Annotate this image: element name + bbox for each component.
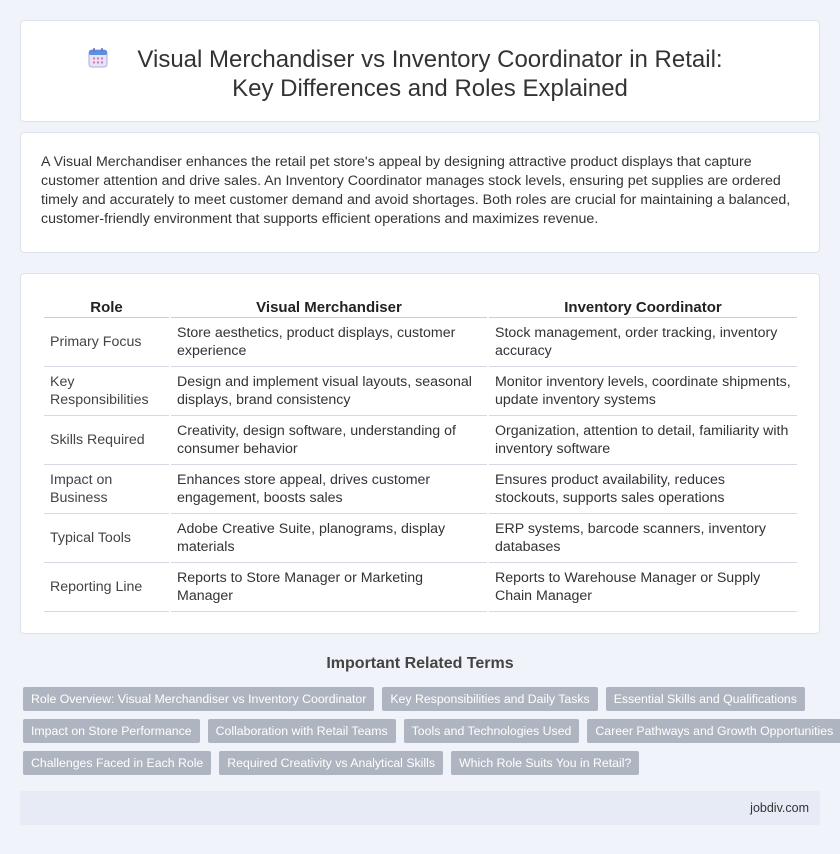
table-row <box>44 465 797 514</box>
row-label: Skills Required <box>44 416 169 465</box>
related-tag[interactable]: Challenges Faced in Each Role <box>23 751 211 775</box>
header-inventory-coordinator: Inventory Coordinator <box>489 295 797 318</box>
tag-row <box>23 687 823 711</box>
cell-inventory-coordinator: Stock management, order tracking, inventory accuracy <box>489 318 797 367</box>
footer <box>20 791 820 825</box>
row-label: Typical Tools <box>44 514 169 563</box>
related-terms-title: Important Related Terms <box>326 655 514 672</box>
comparison-card <box>20 273 820 634</box>
cell-inventory-coordinator: Organization, attention to detail, familiarity with inventory software <box>489 416 797 465</box>
cell-visual-merchandiser: Reports to Store Manager or Marketing Manager <box>171 563 487 612</box>
related-tag[interactable]: Key Responsibilities and Daily Tasks <box>382 687 597 711</box>
cell-inventory-coordinator: Monitor inventory levels, coordinate shipments, update inventory systems <box>489 367 797 416</box>
footer-site-link[interactable]: jobdiv.com <box>750 801 809 815</box>
cell-visual-merchandiser: Design and implement visual layouts, seasonal displays, brand consistency <box>171 367 487 416</box>
related-tag[interactable]: Impact on Store Performance <box>23 719 200 743</box>
title-card <box>20 20 820 122</box>
related-tag[interactable]: Tools and Technologies Used <box>404 719 580 743</box>
row-label: Key Responsibilities <box>44 367 169 416</box>
comparison-table <box>42 295 799 612</box>
table-row <box>44 514 797 563</box>
table-row <box>44 563 797 612</box>
cell-visual-merchandiser: Adobe Creative Suite, planograms, display materials <box>171 514 487 563</box>
tag-row <box>23 751 823 775</box>
header-visual-merchandiser: Visual Merchandiser <box>171 295 487 318</box>
intro-paragraph: A Visual Merchandiser enhances the retail pet store's appeal by designing attractive product displays that capture customer attention and drive sales. An Inventory Coordinator manages stock levels, ensuring pet supplies are ordered timely and accurately to meet customer demand and avoid shortages. Both roles are crucial for maintaining a balanced, customer-friendly environment that supports efficient operations and maximizes revenue. <box>41 154 791 227</box>
related-tag[interactable]: Required Creativity vs Analytical Skills <box>219 751 443 775</box>
related-tag[interactable]: Career Pathways and Growth Opportunities <box>587 719 840 743</box>
related-tag[interactable]: Which Role Suits You in Retail? <box>451 751 639 775</box>
intro-card <box>20 132 820 253</box>
cell-visual-merchandiser: Creativity, design software, understanding of consumer behavior <box>171 416 487 465</box>
related-tag[interactable]: Essential Skills and Qualifications <box>606 687 805 711</box>
page-title: Visual Merchandiser vs Inventory Coordinator in Retail: Key Differences and Roles Explained <box>137 46 723 102</box>
row-label: Primary Focus <box>44 318 169 367</box>
related-terms-list <box>23 687 834 783</box>
row-label: Impact on Business <box>44 465 169 514</box>
table-row <box>44 416 797 465</box>
cell-visual-merchandiser: Enhances store appeal, drives customer engagement, boosts sales <box>171 465 487 514</box>
table-row <box>44 367 797 416</box>
cell-visual-merchandiser: Store aesthetics, product displays, customer experience <box>171 318 487 367</box>
tag-row <box>23 719 834 743</box>
related-tag[interactable]: Collaboration with Retail Teams <box>208 719 396 743</box>
table-row <box>44 318 797 367</box>
table-header-row <box>44 295 797 318</box>
header-role: Role <box>44 295 169 318</box>
related-tag[interactable]: Role Overview: Visual Merchandiser vs Inventory Coordinator <box>23 687 374 711</box>
cell-inventory-coordinator: ERP systems, barcode scanners, inventory databases <box>489 514 797 563</box>
row-label: Reporting Line <box>44 563 169 612</box>
cell-inventory-coordinator: Reports to Warehouse Manager or Supply Chain Manager <box>489 563 797 612</box>
cell-inventory-coordinator: Ensures product availability, reduces stockouts, supports sales operations <box>489 465 797 514</box>
